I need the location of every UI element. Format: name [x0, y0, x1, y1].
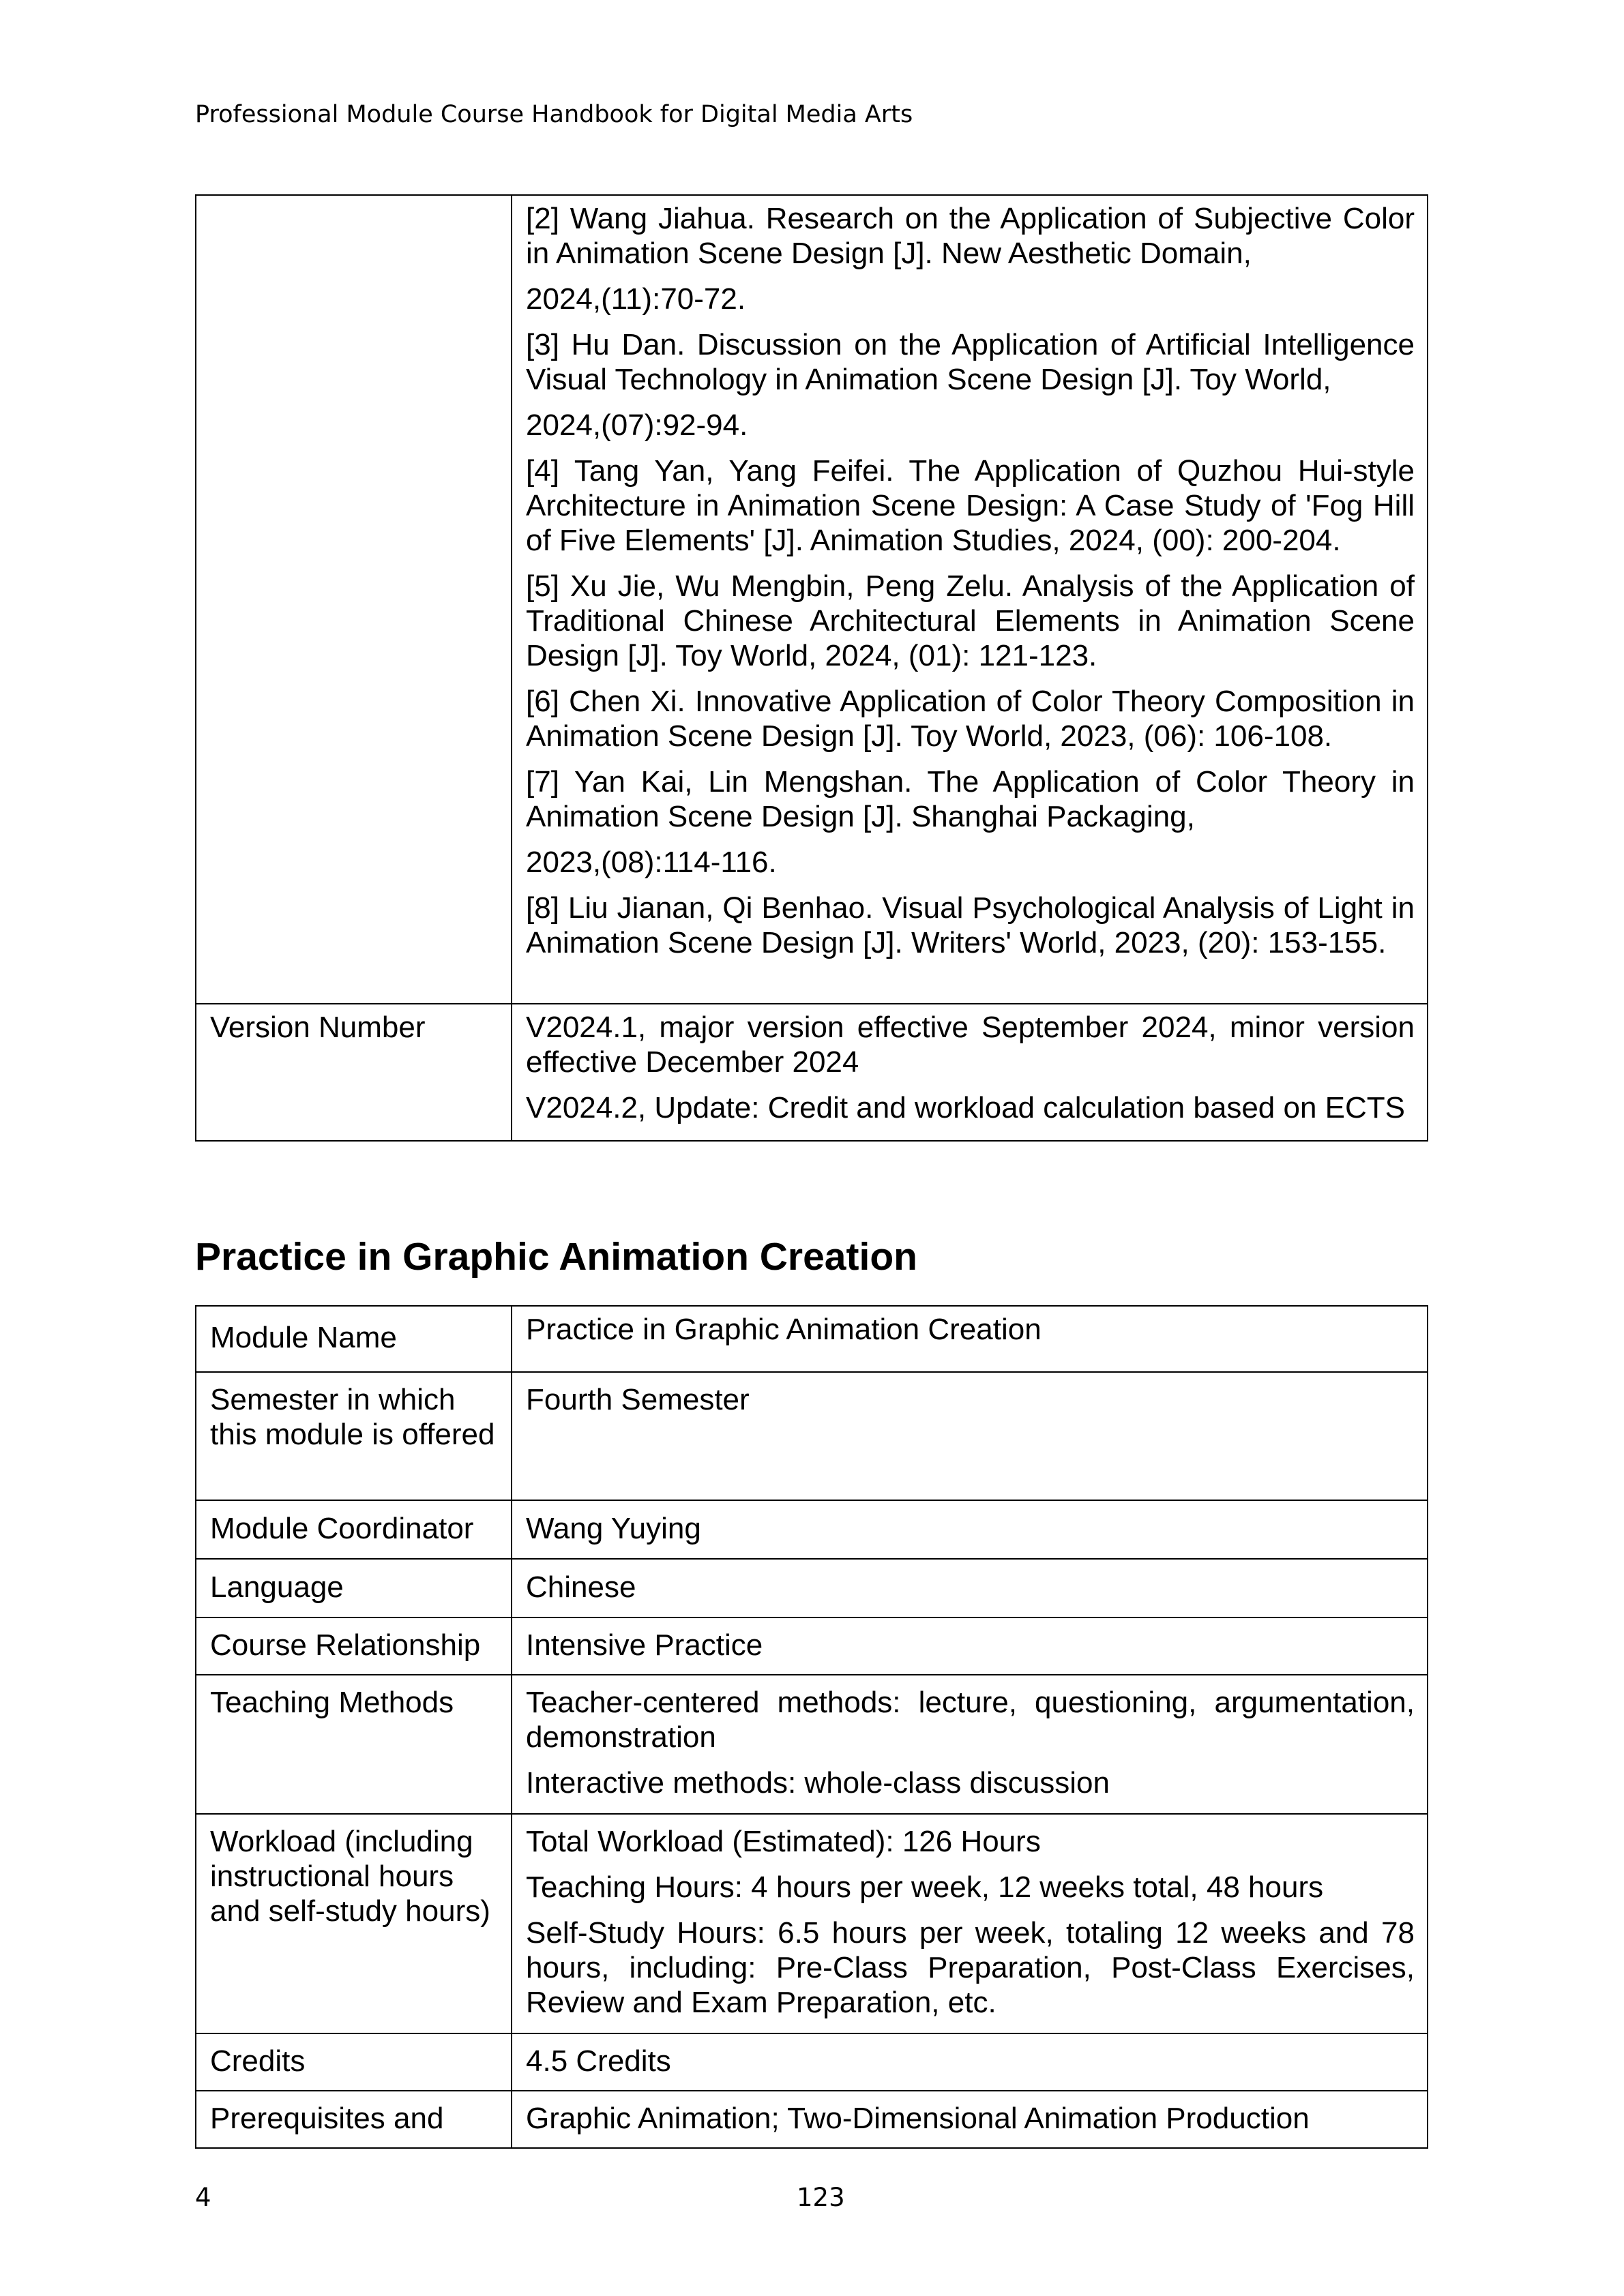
module-row: [196, 1617, 1428, 1675]
module-value-line: Wang Yuying: [526, 1512, 701, 1545]
module-value-line: Teaching Hours: 4 hours per week, 12 weeks total, 48 hours: [526, 1870, 1324, 1904]
module-value-line: 4.5 Credits: [526, 2044, 671, 2078]
module-row: [196, 2033, 1428, 2091]
module-row-label: Language: [196, 1559, 512, 1617]
module-row-label: Module Coordinator: [196, 1500, 512, 1559]
module-row-value: [512, 1617, 1428, 1675]
module-row-value: [512, 1306, 1428, 1372]
module-row-value: [512, 1559, 1428, 1617]
module-row-label: Credits: [196, 2033, 512, 2091]
module-row-label: Workload (including instructional hours and self-study hours): [196, 1814, 512, 2033]
version-row: [196, 1004, 1428, 1141]
references-list: [512, 195, 1428, 1004]
module-row-label: Prerequisites and: [196, 2091, 512, 2148]
module-row: [196, 1559, 1428, 1617]
page-number: 123: [797, 2183, 845, 2212]
module-row-value: [512, 1372, 1428, 1500]
module-value-line: Teacher-centered methods: lecture, questioning, argumentation, demonstration: [526, 1686, 1415, 1754]
references-row: [196, 195, 1428, 1004]
reference-item: [6] Chen Xi. Innovative Application of Color Theory Composition in Animation Scene Design [J]. Toy World, 2023, (06): 106-108.: [526, 685, 1415, 753]
module-row-label: Semester in which this module is offered: [196, 1372, 512, 1500]
version-label: Version Number: [196, 1004, 512, 1141]
reference-item: 2024,(07):92-94.: [526, 408, 748, 442]
reference-item: [3] Hu Dan. Discussion on the Application of Artificial Intelligence Visual Technology in Animation Scene Design [J]. Toy World,: [526, 328, 1415, 396]
module-row-value: [512, 1814, 1428, 2033]
module-table: [195, 1305, 1428, 2149]
module-value-line: Graphic Animation; Two-Dimensional Animation Production: [526, 2102, 1310, 2135]
references-table: [195, 194, 1428, 1142]
module-row-label: Teaching Methods: [196, 1675, 512, 1814]
module-value-line: Interactive methods: whole-class discussion: [526, 1766, 1110, 1800]
module-row: [196, 2091, 1428, 2148]
module-value-line: Intensive Practice: [526, 1628, 763, 1662]
module-value-line: Practice in Graphic Animation Creation: [526, 1313, 1042, 1346]
module-value-line: Fourth Semester: [526, 1383, 750, 1416]
reference-item: 2024,(11):70-72.: [526, 282, 746, 316]
module-row: [196, 1372, 1428, 1500]
module-row: [196, 1675, 1428, 1814]
module-value-line: Total Workload (Estimated): 126 Hours: [526, 1825, 1041, 1858]
module-row: [196, 1814, 1428, 2033]
module-row-label: Course Relationship: [196, 1617, 512, 1675]
reference-item: [5] Xu Jie, Wu Mengbin, Peng Zelu. Analysis of the Application of Traditional Chinese Architectural Elements in Animation Scene Design [J]. Toy World, 2024, (01): 121-123.: [526, 569, 1415, 672]
module-value-line: Chinese: [526, 1570, 636, 1604]
module-row-value: [512, 1500, 1428, 1559]
reference-item: [8] Liu Jianan, Qi Benhao. Visual Psychological Analysis of Light in Animation Scene Design [J]. Writers' World, 2023, (20): 153-155.: [526, 891, 1415, 959]
reference-item: [2] Wang Jiahua. Research on the Application of Subjective Color in Animation Scene Design [J]. New Aesthetic Domain,: [526, 202, 1415, 270]
module-value-line: Self-Study Hours: 6.5 hours per week, totaling 12 weeks and 78 hours, including: Pre-Class Preparation, Post-Class Exercises, Review and Exam Preparation, etc.: [526, 1916, 1415, 2019]
section-title: Practice in Graphic Animation Creation: [195, 1235, 917, 1279]
version-value: [512, 1004, 1428, 1141]
module-row-label: Module Name: [196, 1306, 512, 1372]
footer-left-number: 4: [195, 2183, 211, 2212]
version-line: V2024.1, major version effective September 2024, minor version effective December 2024: [526, 1011, 1415, 1079]
version-line: V2024.2, Update: Credit and workload calculation based on ECTS: [526, 1091, 1405, 1124]
module-row-value: [512, 2091, 1428, 2148]
module-row: [196, 1500, 1428, 1559]
reference-item: [7] Yan Kai, Lin Mengshan. The Application of Color Theory in Animation Scene Design [J]. Shanghai Packaging,: [526, 765, 1415, 833]
module-row: [196, 1306, 1428, 1372]
running-header: Professional Module Course Handbook for Digital Media Arts: [195, 101, 913, 128]
module-row-value: [512, 2033, 1428, 2091]
module-row-value: [512, 1675, 1428, 1814]
reference-item: [4] Tang Yan, Yang Feifei. The Application of Quzhou Hui-style Architecture in Animation Scene Design: A Case Study of 'Fog Hill of Five Elements' [J]. Animation Studies, 2024, (00): 200-204.: [526, 454, 1415, 557]
reference-item: 2023,(08):114-116.: [526, 846, 777, 879]
references-label-cell: [196, 195, 512, 1004]
